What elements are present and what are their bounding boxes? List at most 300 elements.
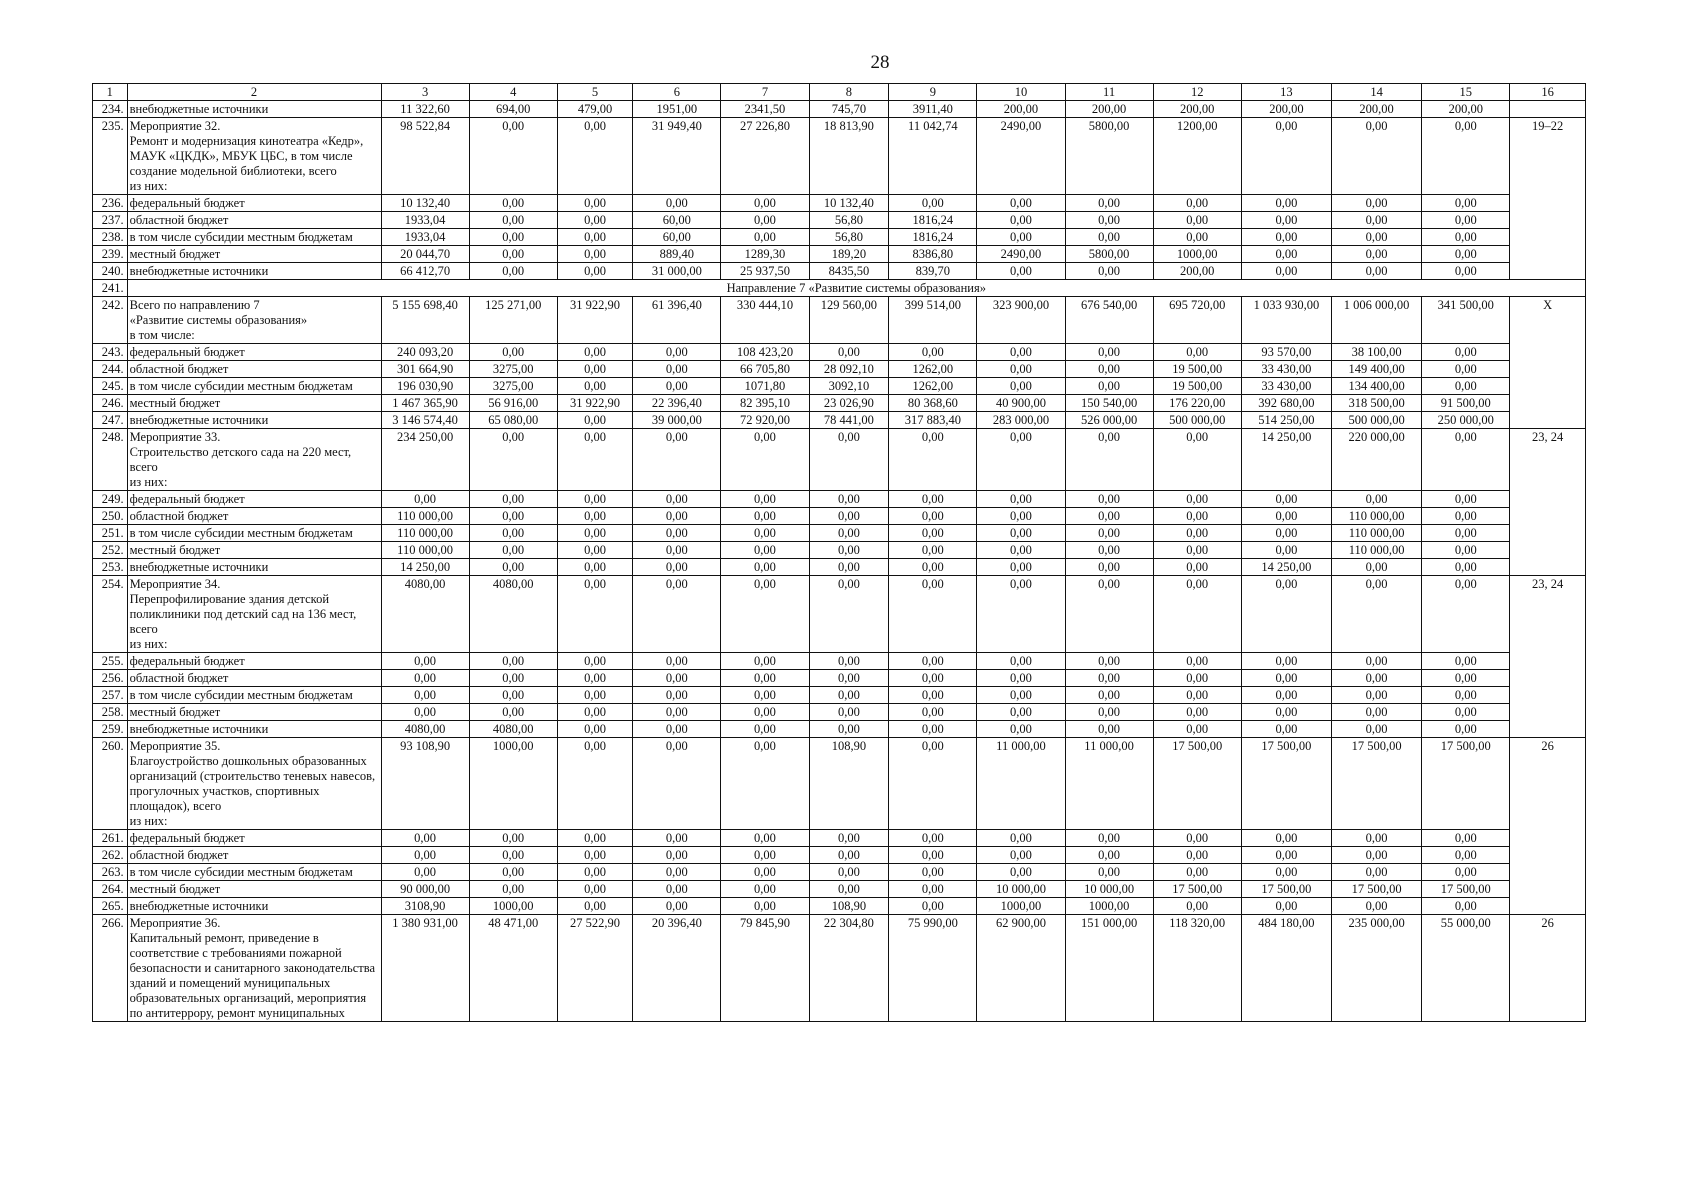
row-number: 249.	[93, 491, 128, 508]
amount-cell: 108,90	[809, 738, 889, 830]
amount-cell: 0,00	[1422, 361, 1510, 378]
amount-cell: 889,40	[633, 246, 721, 263]
table-row	[93, 229, 1586, 246]
row-number: 262.	[93, 847, 128, 864]
amount-cell: 0,00	[977, 721, 1065, 738]
row-number: 251.	[93, 525, 128, 542]
amount-cell: 0,00	[1241, 864, 1331, 881]
amount-cell: 0,00	[809, 508, 889, 525]
row-number: 240.	[93, 263, 128, 280]
amount-cell: 75 990,00	[889, 915, 977, 1022]
amount-cell: 0,00	[469, 429, 557, 491]
amount-cell: 200,00	[1065, 101, 1153, 118]
table-row	[93, 830, 1586, 847]
amount-cell: 0,00	[557, 576, 633, 653]
table-row	[93, 344, 1586, 361]
amount-cell: 2341,50	[721, 101, 809, 118]
amount-cell: 8435,50	[809, 263, 889, 280]
amount-cell: 0,00	[977, 508, 1065, 525]
amount-cell: 0,00	[1065, 508, 1153, 525]
row-description: внебюджетные источники	[127, 263, 381, 280]
amount-cell: 0,00	[381, 704, 469, 721]
amount-cell: 0,00	[1241, 508, 1331, 525]
amount-cell: 0,00	[889, 525, 977, 542]
amount-cell: 0,00	[721, 898, 809, 915]
amount-cell: 0,00	[889, 491, 977, 508]
amount-cell: 108,90	[809, 898, 889, 915]
amount-cell: 0,00	[889, 344, 977, 361]
amount-cell: 0,00	[1422, 429, 1510, 491]
table-row	[93, 915, 1586, 1022]
amount-cell: 0,00	[809, 847, 889, 864]
amount-cell: 0,00	[633, 653, 721, 670]
amount-cell: 0,00	[1065, 195, 1153, 212]
amount-cell: 0,00	[633, 491, 721, 508]
amount-cell: 0,00	[977, 361, 1065, 378]
row-description: федеральный бюджет	[127, 195, 381, 212]
amount-cell: 0,00	[1241, 670, 1331, 687]
table-row	[93, 508, 1586, 525]
amount-cell: 31 949,40	[633, 118, 721, 195]
amount-cell: 0,00	[469, 559, 557, 576]
row-description: федеральный бюджет	[127, 653, 381, 670]
amount-cell: 0,00	[889, 429, 977, 491]
amount-cell: 0,00	[1331, 653, 1421, 670]
amount-cell: 151 000,00	[1065, 915, 1153, 1022]
amount-cell: 0,00	[889, 653, 977, 670]
amount-cell: 0,00	[721, 508, 809, 525]
amount-cell: 62 900,00	[977, 915, 1065, 1022]
amount-cell: 1000,00	[469, 898, 557, 915]
amount-cell: 839,70	[889, 263, 977, 280]
amount-cell: 72 920,00	[721, 412, 809, 429]
page-ref-cell: 23, 24	[1510, 429, 1586, 576]
amount-cell: 0,00	[977, 576, 1065, 653]
table-row	[93, 263, 1586, 280]
amount-cell: 0,00	[469, 263, 557, 280]
amount-cell: 250 000,00	[1422, 412, 1510, 429]
header-cell: 7	[721, 84, 809, 101]
amount-cell: 118 320,00	[1153, 915, 1241, 1022]
row-description: областной бюджет	[127, 361, 381, 378]
amount-cell: 0,00	[1241, 246, 1331, 263]
amount-cell: 90 000,00	[381, 881, 469, 898]
amount-cell: 0,00	[889, 847, 977, 864]
amount-cell: 0,00	[889, 687, 977, 704]
amount-cell: 0,00	[1153, 229, 1241, 246]
amount-cell: 500 000,00	[1153, 412, 1241, 429]
amount-cell: 0,00	[977, 212, 1065, 229]
amount-cell: 31 000,00	[633, 263, 721, 280]
row-description: в том числе субсидии местным бюджетам	[127, 229, 381, 246]
amount-cell: 0,00	[1065, 212, 1153, 229]
amount-cell: 1 380 931,00	[381, 915, 469, 1022]
amount-cell: 0,00	[977, 687, 1065, 704]
row-number: 235.	[93, 118, 128, 195]
amount-cell: 1000,00	[1153, 246, 1241, 263]
row-number: 236.	[93, 195, 128, 212]
amount-cell: 0,00	[469, 344, 557, 361]
amount-cell: 0,00	[557, 704, 633, 721]
row-description: местный бюджет	[127, 542, 381, 559]
amount-cell: 108 423,20	[721, 344, 809, 361]
amount-cell: 0,00	[889, 508, 977, 525]
table-row	[93, 653, 1586, 670]
amount-cell: 79 845,90	[721, 915, 809, 1022]
amount-cell: 0,00	[557, 721, 633, 738]
table-row	[93, 847, 1586, 864]
row-number: 266.	[93, 915, 128, 1022]
amount-cell: 0,00	[1153, 704, 1241, 721]
amount-cell: 200,00	[1241, 101, 1331, 118]
table-row	[93, 525, 1586, 542]
table-row	[93, 395, 1586, 412]
page-ref-cell: 26	[1510, 915, 1586, 1022]
amount-cell: 20 044,70	[381, 246, 469, 263]
amount-cell: 0,00	[469, 525, 557, 542]
amount-cell: 14 250,00	[381, 559, 469, 576]
amount-cell: 0,00	[557, 542, 633, 559]
amount-cell: 0,00	[633, 429, 721, 491]
amount-cell: 61 396,40	[633, 297, 721, 344]
amount-cell: 196 030,90	[381, 378, 469, 395]
amount-cell: 189,20	[809, 246, 889, 263]
row-description: областной бюджет	[127, 508, 381, 525]
row-number: 254.	[93, 576, 128, 653]
amount-cell: 0,00	[633, 361, 721, 378]
table-row	[93, 378, 1586, 395]
amount-cell: 0,00	[1331, 670, 1421, 687]
amount-cell: 0,00	[721, 704, 809, 721]
amount-cell: 0,00	[1241, 721, 1331, 738]
amount-cell: 0,00	[1065, 525, 1153, 542]
amount-cell: 91 500,00	[1422, 395, 1510, 412]
amount-cell: 0,00	[557, 212, 633, 229]
amount-cell: 0,00	[721, 542, 809, 559]
amount-cell: 0,00	[469, 195, 557, 212]
amount-cell: 0,00	[469, 830, 557, 847]
amount-cell: 1816,24	[889, 229, 977, 246]
amount-cell: 694,00	[469, 101, 557, 118]
amount-cell: 0,00	[809, 542, 889, 559]
amount-cell: 0,00	[1065, 576, 1153, 653]
amount-cell: 66 412,70	[381, 263, 469, 280]
page-ref-cell: 26	[1510, 738, 1586, 915]
amount-cell: 0,00	[1153, 429, 1241, 491]
row-description: областной бюджет	[127, 847, 381, 864]
amount-cell: 3 146 574,40	[381, 412, 469, 429]
amount-cell: 0,00	[1065, 704, 1153, 721]
amount-cell: 0,00	[1065, 721, 1153, 738]
amount-cell: 0,00	[1065, 378, 1153, 395]
amount-cell: 0,00	[1241, 229, 1331, 246]
amount-cell: 0,00	[1153, 212, 1241, 229]
table-row	[93, 212, 1586, 229]
amount-cell: 0,00	[557, 670, 633, 687]
amount-cell: 200,00	[1153, 263, 1241, 280]
amount-cell: 17 500,00	[1331, 738, 1421, 830]
amount-cell: 0,00	[557, 195, 633, 212]
amount-cell: 0,00	[809, 687, 889, 704]
amount-cell: 1289,30	[721, 246, 809, 263]
row-description: внебюджетные источники	[127, 721, 381, 738]
amount-cell: 479,00	[557, 101, 633, 118]
amount-cell: 1933,04	[381, 229, 469, 246]
amount-cell: 0,00	[1153, 576, 1241, 653]
row-number: 250.	[93, 508, 128, 525]
row-number: 261.	[93, 830, 128, 847]
amount-cell: 1951,00	[633, 101, 721, 118]
row-description: в том числе субсидии местным бюджетам	[127, 864, 381, 881]
amount-cell: 65 080,00	[469, 412, 557, 429]
amount-cell: 0,00	[977, 429, 1065, 491]
amount-cell: 0,00	[1331, 864, 1421, 881]
amount-cell: 0,00	[1153, 687, 1241, 704]
amount-cell: 0,00	[1153, 830, 1241, 847]
amount-cell: 1 006 000,00	[1331, 297, 1421, 344]
amount-cell: 0,00	[633, 738, 721, 830]
amount-cell: 0,00	[1331, 721, 1421, 738]
amount-cell: 5800,00	[1065, 118, 1153, 195]
amount-cell: 0,00	[469, 229, 557, 246]
amount-cell: 514 250,00	[1241, 412, 1331, 429]
amount-cell: 0,00	[1241, 576, 1331, 653]
amount-cell: 18 813,90	[809, 118, 889, 195]
amount-cell: 0,00	[1422, 195, 1510, 212]
amount-cell: 11 322,60	[381, 101, 469, 118]
amount-cell: 0,00	[721, 491, 809, 508]
amount-cell: 0,00	[809, 881, 889, 898]
amount-cell: 1200,00	[1153, 118, 1241, 195]
row-description: Всего по направлению 7 «Развитие системы образования» в том числе:	[127, 297, 381, 344]
amount-cell: 0,00	[1153, 653, 1241, 670]
amount-cell: 33 430,00	[1241, 361, 1331, 378]
amount-cell: 0,00	[1331, 118, 1421, 195]
amount-cell: 0,00	[1422, 378, 1510, 395]
amount-cell: 0,00	[381, 830, 469, 847]
amount-cell: 1 467 365,90	[381, 395, 469, 412]
page-ref-cell: 23, 24	[1510, 576, 1586, 738]
amount-cell: 0,00	[633, 881, 721, 898]
amount-cell: 0,00	[1241, 830, 1331, 847]
amount-cell: 0,00	[469, 246, 557, 263]
amount-cell: 220 000,00	[1331, 429, 1421, 491]
amount-cell: 0,00	[889, 559, 977, 576]
amount-cell: 0,00	[469, 542, 557, 559]
amount-cell: 0,00	[721, 525, 809, 542]
table-row	[93, 280, 1586, 297]
amount-cell: 176 220,00	[1153, 395, 1241, 412]
amount-cell: 8386,80	[889, 246, 977, 263]
row-number: 257.	[93, 687, 128, 704]
amount-cell: 0,00	[977, 378, 1065, 395]
table-row	[93, 118, 1586, 195]
table-row	[93, 297, 1586, 344]
row-number: 243.	[93, 344, 128, 361]
amount-cell: 0,00	[469, 704, 557, 721]
amount-cell: 0,00	[721, 847, 809, 864]
amount-cell: 0,00	[1153, 525, 1241, 542]
amount-cell: 0,00	[557, 378, 633, 395]
header-cell: 9	[889, 84, 977, 101]
amount-cell: 0,00	[557, 830, 633, 847]
amount-cell: 0,00	[381, 864, 469, 881]
amount-cell: 0,00	[633, 864, 721, 881]
amount-cell: 0,00	[721, 830, 809, 847]
amount-cell: 0,00	[1153, 864, 1241, 881]
amount-cell: 0,00	[1422, 830, 1510, 847]
header-cell: 2	[127, 84, 381, 101]
table-row	[93, 246, 1586, 263]
amount-cell: 0,00	[1422, 263, 1510, 280]
amount-cell: 0,00	[469, 491, 557, 508]
amount-cell: 0,00	[1065, 542, 1153, 559]
row-number: 256.	[93, 670, 128, 687]
amount-cell: 0,00	[469, 687, 557, 704]
amount-cell: 3275,00	[469, 361, 557, 378]
amount-cell: 0,00	[557, 263, 633, 280]
amount-cell: 0,00	[721, 559, 809, 576]
amount-cell: 200,00	[1153, 101, 1241, 118]
amount-cell: 56,80	[809, 212, 889, 229]
row-description: в том числе субсидии местным бюджетам	[127, 378, 381, 395]
amount-cell: 0,00	[1065, 687, 1153, 704]
amount-cell: 0,00	[889, 864, 977, 881]
amount-cell: 0,00	[1422, 229, 1510, 246]
amount-cell: 0,00	[1422, 670, 1510, 687]
table-row	[93, 721, 1586, 738]
amount-cell: 0,00	[889, 542, 977, 559]
amount-cell: 1000,00	[469, 738, 557, 830]
amount-cell: 0,00	[557, 508, 633, 525]
amount-cell: 0,00	[721, 881, 809, 898]
table-row	[93, 738, 1586, 830]
row-number: 245.	[93, 378, 128, 395]
row-description: местный бюджет	[127, 881, 381, 898]
amount-cell: 0,00	[1422, 576, 1510, 653]
amount-cell: 0,00	[977, 830, 1065, 847]
amount-cell: 60,00	[633, 212, 721, 229]
amount-cell: 0,00	[1153, 559, 1241, 576]
header-cell: 10	[977, 84, 1065, 101]
amount-cell: 0,00	[721, 576, 809, 653]
table-row	[93, 429, 1586, 491]
row-number: 239.	[93, 246, 128, 263]
amount-cell: 200,00	[1331, 101, 1421, 118]
amount-cell: 0,00	[633, 670, 721, 687]
amount-cell: 0,00	[721, 212, 809, 229]
amount-cell: 66 705,80	[721, 361, 809, 378]
amount-cell: 0,00	[977, 229, 1065, 246]
amount-cell: 0,00	[809, 429, 889, 491]
row-number: 260.	[93, 738, 128, 830]
amount-cell: 0,00	[809, 721, 889, 738]
amount-cell: 240 093,20	[381, 344, 469, 361]
amount-cell: 323 900,00	[977, 297, 1065, 344]
amount-cell: 0,00	[557, 229, 633, 246]
row-number: 263.	[93, 864, 128, 881]
amount-cell: 0,00	[721, 670, 809, 687]
header-cell: 11	[1065, 84, 1153, 101]
amount-cell: 0,00	[809, 344, 889, 361]
amount-cell: 150 540,00	[1065, 395, 1153, 412]
amount-cell: 0,00	[1241, 704, 1331, 721]
amount-cell: 0,00	[809, 525, 889, 542]
table-row	[93, 101, 1586, 118]
amount-cell: 5 155 698,40	[381, 297, 469, 344]
amount-cell: 526 000,00	[1065, 412, 1153, 429]
row-description: Мероприятие 36. Капитальный ремонт, приведение в соответствие с требованиями пожарной безопасности и санитарного законодательства зданий и помещений муниципальных образовательных организаций, мероприятия по антитеррору, ремонт муниципальных	[127, 915, 381, 1022]
amount-cell: 0,00	[1331, 246, 1421, 263]
amount-cell: 0,00	[889, 738, 977, 830]
amount-cell: 10 000,00	[977, 881, 1065, 898]
amount-cell: 0,00	[1065, 429, 1153, 491]
amount-cell: 33 430,00	[1241, 378, 1331, 395]
table-row	[93, 195, 1586, 212]
row-description: внебюджетные источники	[127, 898, 381, 915]
amount-cell: 0,00	[557, 864, 633, 881]
amount-cell: 0,00	[1422, 847, 1510, 864]
amount-cell: 27 226,80	[721, 118, 809, 195]
amount-cell: 149 400,00	[1331, 361, 1421, 378]
amount-cell: 55 000,00	[1422, 915, 1510, 1022]
amount-cell: 0,00	[1331, 195, 1421, 212]
header-cell: 12	[1153, 84, 1241, 101]
amount-cell: 0,00	[557, 344, 633, 361]
header-cell: 4	[469, 84, 557, 101]
amount-cell: 3092,10	[809, 378, 889, 395]
amount-cell: 0,00	[469, 847, 557, 864]
amount-cell: 93 108,90	[381, 738, 469, 830]
row-number: 246.	[93, 395, 128, 412]
amount-cell: 0,00	[633, 687, 721, 704]
amount-cell: 14 250,00	[1241, 429, 1331, 491]
amount-cell: 0,00	[809, 491, 889, 508]
amount-cell: 0,00	[1065, 653, 1153, 670]
amount-cell: 10 000,00	[1065, 881, 1153, 898]
amount-cell: 0,00	[633, 344, 721, 361]
amount-cell: 4080,00	[381, 576, 469, 653]
amount-cell: 22 396,40	[633, 395, 721, 412]
header-cell: 14	[1331, 84, 1421, 101]
amount-cell: 0,00	[977, 344, 1065, 361]
amount-cell: 78 441,00	[809, 412, 889, 429]
amount-cell: 22 304,80	[809, 915, 889, 1022]
amount-cell: 0,00	[469, 864, 557, 881]
table-row	[93, 670, 1586, 687]
amount-cell: 0,00	[1331, 898, 1421, 915]
amount-cell: 31 922,90	[557, 297, 633, 344]
amount-cell: 0,00	[1065, 263, 1153, 280]
amount-cell: 0,00	[1241, 687, 1331, 704]
amount-cell: 0,00	[1331, 212, 1421, 229]
amount-cell: 0,00	[1153, 508, 1241, 525]
amount-cell: 301 664,90	[381, 361, 469, 378]
page-number: 28	[870, 52, 890, 73]
amount-cell: 0,00	[1153, 542, 1241, 559]
row-number: 259.	[93, 721, 128, 738]
amount-cell: 0,00	[469, 212, 557, 229]
amount-cell: 0,00	[557, 881, 633, 898]
row-number: 265.	[93, 898, 128, 915]
amount-cell: 200,00	[1422, 101, 1510, 118]
amount-cell: 0,00	[889, 576, 977, 653]
row-number: 247.	[93, 412, 128, 429]
amount-cell: 0,00	[1422, 118, 1510, 195]
amount-cell: 0,00	[721, 195, 809, 212]
amount-cell: 1933,04	[381, 212, 469, 229]
amount-cell: 110 000,00	[1331, 542, 1421, 559]
